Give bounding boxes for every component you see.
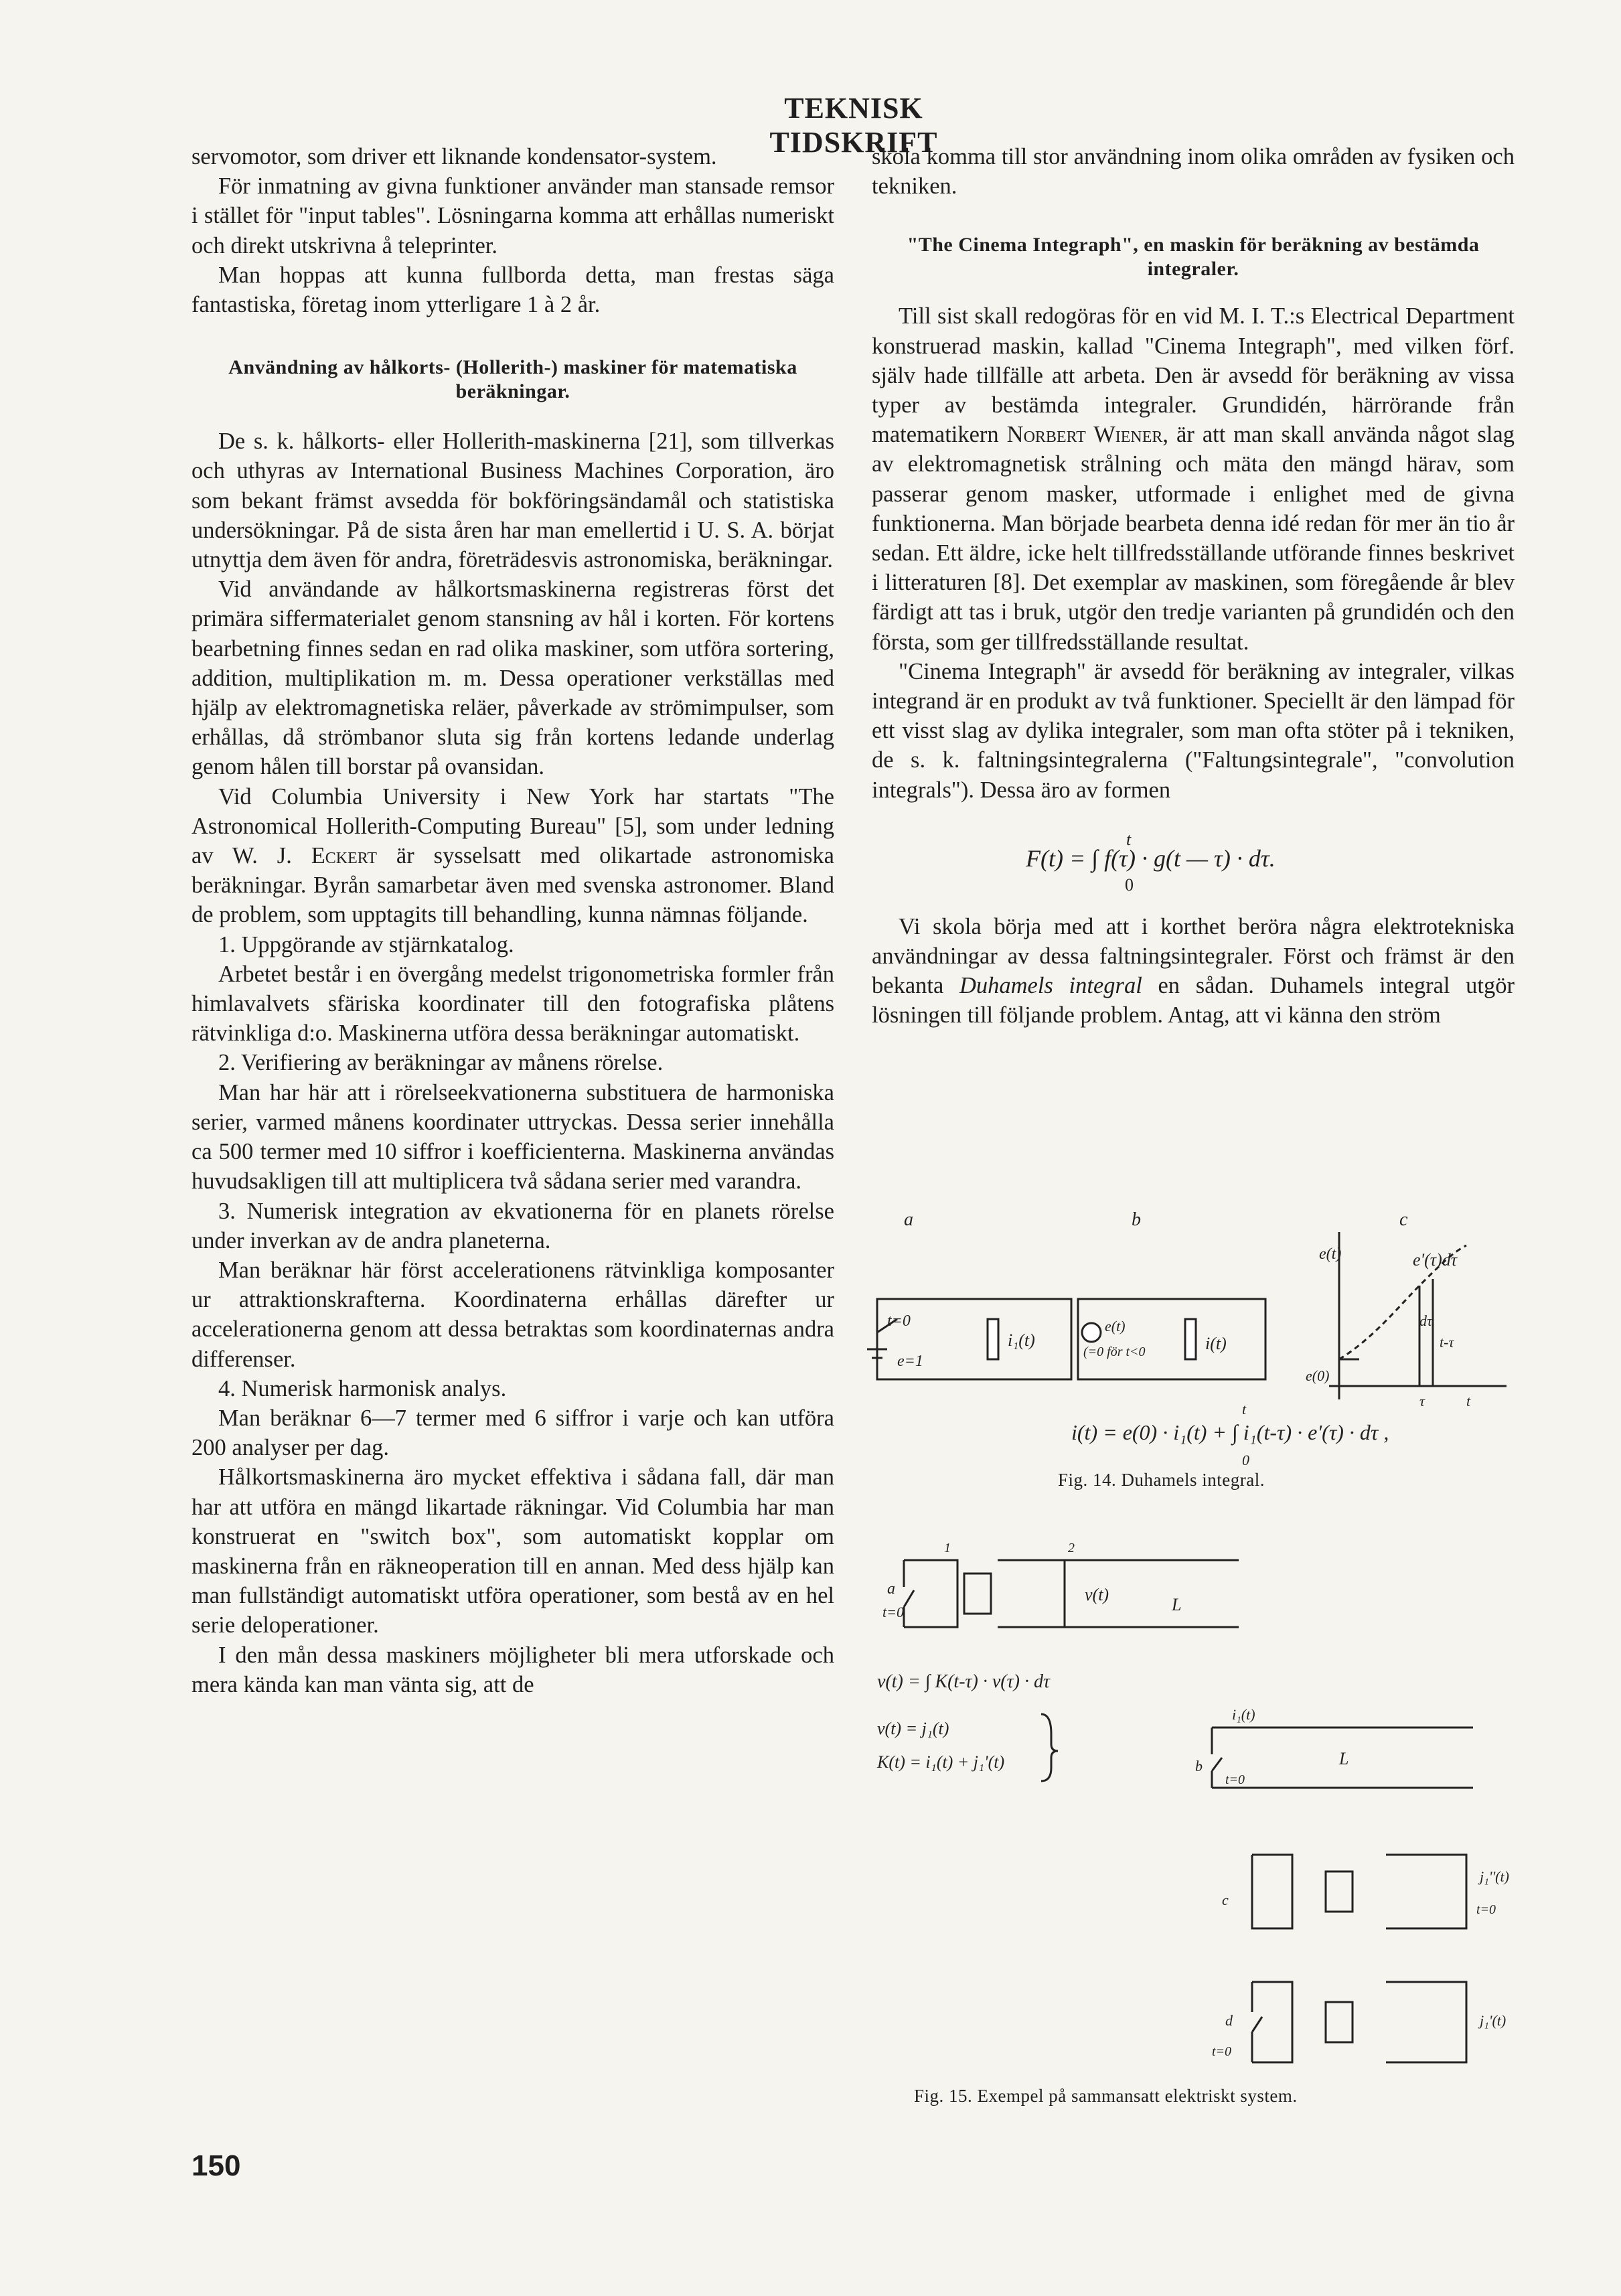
fig15-eq3: K(t) = i₁(t) + j₁'(t) (877, 1752, 1005, 1772)
paragraph: För inmatning av givna funktioner använder man stansade remsor i stället för "input tables". Lösningarna komma att erhållas numeriskt och direkt utskrivna å teleprinter. (191, 173, 834, 258)
fig14-current-a: i₁(t) (1008, 1330, 1035, 1350)
fig15-eq2: v(t) = j₁(t) (877, 1719, 949, 1738)
fig14-formula-upper: t (1242, 1401, 1247, 1418)
left-column (191, 142, 834, 1699)
system-a (904, 1560, 1239, 1627)
journal-title: TEKNISK TIDSKRIFT (769, 92, 938, 159)
fig15-switch-b: t=0 (1225, 1772, 1245, 1787)
fig14-source-b: e(t) (1105, 1318, 1126, 1334)
fig14-label-c: c (1399, 1209, 1408, 1230)
page-number: 150 (191, 2149, 241, 2182)
fig14-t-label: t (1466, 1393, 1471, 1409)
paragraph: Vi skola börja med att i korthet beröra några elektrotekniska användningar av dessa faltningsintegraler. Först och främst är den bekanta Duhamels integral en sådan. Duhamels integral utgör lösningen till följande problem. Antag, att vi känna den ström (872, 913, 1515, 1028)
fig15-L-b: L (1339, 1749, 1349, 1768)
fig15-node-1: 1 (944, 1541, 951, 1555)
paragraph: Vid Columbia University i New York har startats "The Astronomical Hollerith-Computing Bureau" [5], som under ledning av W. J. Eckert är sysselsatt med olikartade astronomiska beräkningar. Byrån samarbetar även med svenska astronomer. Bland de problem, som upptagits till behandling, kunna nämnas följande. (191, 783, 834, 928)
fig14-caption: Fig. 14. Duhamels integral. (1058, 1470, 1265, 1490)
fig15-label-a: a (887, 1580, 895, 1598)
convolution-formula (872, 825, 1515, 895)
fig14-t-minus-tau: t-τ (1440, 1334, 1454, 1351)
list-item-title: 3. Numerisk integration av ekvationerna för en planets rörelse under inverkan av de andra planeterna. (191, 1198, 834, 1253)
system-c (1252, 1855, 1466, 1928)
fig14-current-b: i(t) (1205, 1334, 1227, 1353)
fig14-axis-e: e(t) (1319, 1245, 1342, 1263)
fig15-switch-d: t=0 (1212, 2044, 1232, 2059)
section-heading-cinema-integraph: "The Cinema Integraph", en maskin för beräkning av bestämda integraler. (907, 234, 1480, 281)
duhamel-term: Duhamels integral (959, 973, 1142, 999)
fig14-label-b: b (1132, 1209, 1141, 1230)
paragraph: servomotor, som driver ett liknande kondensator-system. (191, 144, 717, 169)
fig15-v: v(t) (1085, 1585, 1109, 1604)
paragraph: Man beräknar här först accelerationens rätvinkliga komposanter ur attraktionskrafterna. Koordinaterna erhållas därefter ur accelerationerna genom att dessa betraktas som koordinaternas andra differenser. (191, 1257, 834, 1372)
formula-upper-limit: t (1126, 829, 1132, 849)
fig14-e0: e(0) (1306, 1367, 1330, 1384)
fig15-node-2: 2 (1068, 1541, 1075, 1555)
fig15-i1: i₁(t) (1232, 1706, 1255, 1723)
section-heading-hollerith: Användning av hålkorts- (Hollerith-) maskiner för matematiska beräkningar. (228, 356, 797, 403)
fig14-source-b-note: (=0 för t<0 (1083, 1345, 1146, 1359)
paragraph: Arbetet består i en övergång medelst trigonometriska formler från himlavalvets sfäriska koordinater till den fotografiska plåtens rätvinkliga d:o. Maskinerna utföra dessa beräkningar automatiskt. (191, 961, 834, 1047)
fig15-L-a: L (1172, 1595, 1182, 1614)
fig14-label-a: a (904, 1209, 913, 1230)
paragraph: Man har här att i rörelseekvationerna substituera de harmoniska serier, varmed månens koordinater uttryckas. Dessa serier innehålla ca 500 termer med 10 siffror i koefficienterna. Maskinerna användas huvudsakligen till att multiplicera två sådana serier med varandra. (191, 1079, 834, 1195)
fig15-brace (1041, 1714, 1058, 1781)
list-item-title: 1. Uppgörande av stjärnkatalog. (218, 931, 514, 958)
figure-15-drawing (864, 1533, 1520, 2123)
paragraph: Vid användande av hålkortsmaskinerna registreras först det primära siffermaterialet genom stansning av hål i korten. För kortens bearbetning finnes sedan en rad olika maskiner, som utföra sortering, addition, multiplikation m. m. Dessa operationer verkställas med hjälp av elektromagnetiska reläer, påverkade av strömimpulser, som erhållas, då strömbanor sluta sig från kortens ledande underlag genom hålen till borstar på ovansidan. (191, 577, 834, 780)
paragraph: Hålkortsmaskinerna äro mycket effektiva i sådana fall, där man har att utföra en mängd likartade räkningar. Vid Columbia har man konstruerat en "switch box", som automatiskt kopplar om maskinerna från en räkneoperation till en annan. Med dess hjälp kan man fullständigt automatiskt utföra operationer, som bestå av en hel serie deloperationer. (191, 1464, 834, 1638)
fig14-dtau: dτ (1419, 1312, 1432, 1329)
right-column (872, 142, 1515, 1030)
fig14-source-a: e=1 (897, 1353, 923, 1370)
paragraph: Till sist skall redogöras för en vid M. I. T.:s Electrical Department konstruerad maskin, kallad "Cinema Integraph", med vilken förf. själv hade tillfälle att arbeta. Den är avsedd för beräkning av vissa typer av bestämda integraler. Grundidén, härrörande från matematikern Norbert Wiener, är att man skall använda något slag av elektromagnetisk strålning och mäta den mängd härav, som passerar genom masker, utformade i enlighet med de givna funktionerna. Man började bearbeta denna idé redan för mer än tio år sedan. Ett äldre, icke helt tillfredsställande utförande finnes beskrivet i litteraturen [8]. Det exemplar av maskinen, som föregående år blev färdigt att tas i bruk, utgör den tredje varianten på grundidén och den första, som ger tillfredsställande resultat. (872, 303, 1515, 655)
circuit-b (1078, 1299, 1265, 1379)
fig15-j1pp: j₁''(t) (1480, 1868, 1509, 1885)
paragraph: De s. k. hålkorts- eller Hollerith-maskinerna [21], som tillverkas och uthyras av International Business Machines Corporation, äro som bekant främst avsedda för bokföringsändamål och statistiska undersökningar. På de sista åren har man emellertid i U. S. A. börjat utnyttja dem även för andra, företrädesvis astronomiska, beräkningar. (191, 429, 834, 573)
fig15-caption: Fig. 15. Exempel på sammansatt elektriskt system. (914, 2086, 1298, 2106)
author-name: Norbert Wiener (1006, 422, 1163, 448)
fig15-switch-a: t=0 (882, 1604, 904, 1620)
figure-14 (864, 1205, 1520, 1540)
fig14-formula-lower: 0 (1242, 1452, 1249, 1468)
formula-body: F(t) = ∫ f(τ) · g(t — τ) · dτ. (1026, 844, 1276, 872)
list-item-title: 4. Numerisk harmonisk analys. (218, 1375, 507, 1401)
paragraph: Man hoppas att kunna fullborda detta, man frestas säga fantastiska, företag inom ytterligare 1 à 2 år. (191, 262, 834, 318)
fig15-label-c: c (1222, 1892, 1229, 1908)
paragraph: skola komma till stor användning inom olika områden av fysiken och tekniken. (872, 144, 1515, 200)
fig15-j1p: j₁'(t) (1480, 2012, 1507, 2029)
fig14-formula: i(t) = e(0) · i₁(t) + ∫ i₁(t-τ) · e'(τ) · dτ , (1071, 1420, 1389, 1444)
formula-lower-limit: 0 (1125, 874, 1134, 895)
list-item-title: 2. Verifiering av beräkningar av månens rörelse. (218, 1050, 664, 1076)
fig15-label-d: d (1225, 2012, 1233, 2029)
fig14-curve-label: e'(τ)dτ (1413, 1250, 1458, 1270)
fig14-tau-label: τ (1419, 1393, 1425, 1409)
fig15-switch-c: t=0 (1476, 1902, 1496, 1917)
paragraph: I den mån dessa maskiners möjligheter bli mera utforskade och mera kända kan man vänta sig, att de (191, 1642, 834, 1697)
system-d (1252, 1982, 1466, 2062)
paragraph: "Cinema Integraph" är avsedd för beräkning av integraler, vilkas integrand är en produkt av två funktioner. Speciellt är den lämpad för ett visst slag av dylika integraler, som man ofta stöter på i tekniken, de s. k. faltningsintegralerna ("Faltungsintegrale", "convolution integrals"). Dessa äro av formen (872, 658, 1515, 803)
fig14-switch-label: t=0 (887, 1312, 911, 1330)
fig15-label-b: b (1195, 1758, 1203, 1774)
figure-15 (864, 1533, 1520, 2123)
fig15-eq1: v(t) = ∫ K(t-τ) · v(τ) · dτ (877, 1671, 1050, 1692)
paragraph: Man beräknar 6—7 termer med 6 siffror i varje och kan utföra 200 analyser per dag. (191, 1405, 834, 1461)
author-name: Eckert (311, 843, 378, 869)
